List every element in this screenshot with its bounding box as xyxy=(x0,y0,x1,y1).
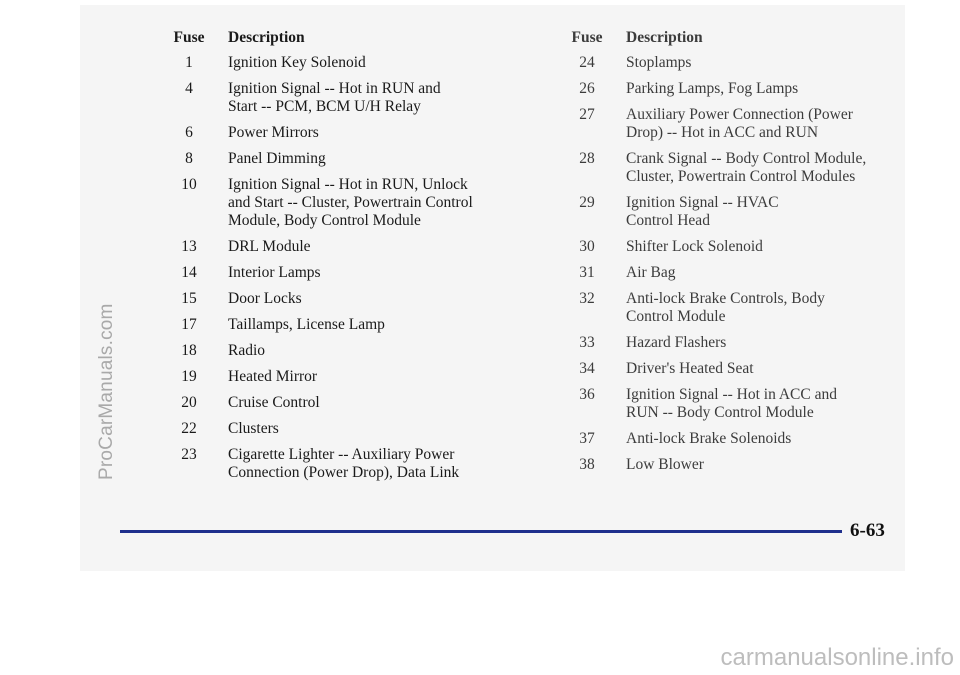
table-row xyxy=(548,106,896,142)
fuse-description: Hazard Flashers xyxy=(626,334,727,351)
header-fuse: Fuse xyxy=(571,29,603,46)
fuse-description: Ignition Signal -- Hot in ACC and RUN -- Body Control Module xyxy=(626,386,837,421)
fuse-description: Ignition Key Solenoid xyxy=(228,54,366,71)
fuse-description: Interior Lamps xyxy=(228,264,321,281)
fuse-description: Anti-lock Brake Solenoids xyxy=(626,430,792,447)
fuse-number: 23 xyxy=(181,446,197,463)
table-row xyxy=(548,54,896,72)
table-row xyxy=(150,264,508,282)
fuse-number: 19 xyxy=(181,368,197,385)
fuse-number: 10 xyxy=(181,176,197,193)
table-row xyxy=(548,238,896,256)
fuse-number: 38 xyxy=(579,456,595,473)
fuse-number: 22 xyxy=(181,420,197,437)
header-description: Description xyxy=(626,29,703,46)
fuse-number: 30 xyxy=(579,238,595,255)
fuse-description: Taillamps, License Lamp xyxy=(228,316,385,333)
fuse-number: 32 xyxy=(579,290,595,307)
fuse-number: 36 xyxy=(579,386,595,403)
fuse-number: 1 xyxy=(185,54,193,71)
table-row xyxy=(548,456,896,474)
table-row xyxy=(150,238,508,256)
fuse-number: 20 xyxy=(181,394,197,411)
side-watermark: ProCarManuals.com xyxy=(96,303,117,480)
fuse-description: Clusters xyxy=(228,420,279,437)
fuse-description: Radio xyxy=(228,342,266,359)
fuse-number: 17 xyxy=(181,316,197,333)
fuse-number: 18 xyxy=(181,342,197,359)
table-row xyxy=(548,334,896,352)
fuse-description: Heated Mirror xyxy=(228,368,318,385)
fuse-description: Cigarette Lighter -- Auxiliary Power Connection (Power Drop), Data Link xyxy=(228,446,460,481)
fuse-number: 33 xyxy=(579,334,595,351)
fuse-description: Low Blower xyxy=(626,456,704,473)
fuse-description: Ignition Signal -- Hot in RUN, Unlock and Start -- Cluster, Powertrain Control Module, Body Control Module xyxy=(228,176,473,229)
fuse-description: Stoplamps xyxy=(626,54,692,71)
footer-rule xyxy=(120,530,842,533)
table-row xyxy=(150,150,508,168)
table-header xyxy=(548,29,896,47)
table-row xyxy=(150,290,508,308)
fuse-description: Door Locks xyxy=(228,290,302,307)
fuse-description: Ignition Signal -- Hot in RUN and Start -- PCM, BCM U/H Relay xyxy=(228,80,441,115)
header-fuse: Fuse xyxy=(173,29,205,46)
fuse-description: Power Mirrors xyxy=(228,124,319,141)
fuse-description: Driver's Heated Seat xyxy=(626,360,754,377)
fuse-description: Shifter Lock Solenoid xyxy=(626,238,763,255)
table-row xyxy=(150,342,508,360)
table-row xyxy=(548,386,896,422)
table-row xyxy=(548,194,896,230)
fuse-number: 37 xyxy=(579,430,595,447)
fuse-number: 15 xyxy=(181,290,197,307)
fuse-description: Anti-lock Brake Controls, Body Control Module xyxy=(626,290,825,325)
table-row xyxy=(150,124,508,142)
fuse-number: 27 xyxy=(579,106,595,123)
header-description: Description xyxy=(228,29,305,46)
table-row xyxy=(150,420,508,438)
table-row xyxy=(150,394,508,412)
fuse-number: 14 xyxy=(181,264,197,281)
fuse-number: 8 xyxy=(185,150,193,167)
fuse-number: 28 xyxy=(579,150,595,167)
table-row xyxy=(548,360,896,378)
fuse-description: Parking Lamps, Fog Lamps xyxy=(626,80,799,97)
fuse-number: 24 xyxy=(579,54,595,71)
table-row xyxy=(548,80,896,98)
table-row xyxy=(150,316,508,334)
fuse-description: Auxiliary Power Connection (Power Drop) -- Hot in ACC and RUN xyxy=(626,106,853,141)
fuse-number: 34 xyxy=(579,360,595,377)
table-row xyxy=(150,446,508,482)
fuse-number: 29 xyxy=(579,194,595,211)
fuse-number: 26 xyxy=(579,80,595,97)
fuse-description: Ignition Signal -- HVAC Control Head xyxy=(626,194,779,229)
fuse-number: 31 xyxy=(579,264,595,281)
table-row xyxy=(548,150,896,186)
fuse-table-right xyxy=(548,29,896,482)
fuse-description: Panel Dimming xyxy=(228,150,326,167)
table-row xyxy=(548,290,896,326)
fuse-table-left xyxy=(150,29,508,490)
fuse-description: Air Bag xyxy=(626,264,676,281)
fuse-number: 4 xyxy=(185,80,193,97)
fuse-number: 13 xyxy=(181,238,197,255)
fuse-description: DRL Module xyxy=(228,238,311,255)
page-number: 6-63 xyxy=(850,520,885,541)
table-row xyxy=(150,80,508,116)
table-row xyxy=(548,430,896,448)
table-header xyxy=(150,29,508,47)
table-row xyxy=(150,176,508,230)
table-row xyxy=(548,264,896,282)
table-row xyxy=(150,368,508,386)
bottom-watermark: carmanualsonline.info xyxy=(720,644,954,671)
fuse-description: Crank Signal -- Body Control Module, Cluster, Powertrain Control Modules xyxy=(626,150,867,185)
table-row xyxy=(150,54,508,72)
fuse-description: Cruise Control xyxy=(228,394,320,411)
fuse-number: 6 xyxy=(185,124,193,141)
